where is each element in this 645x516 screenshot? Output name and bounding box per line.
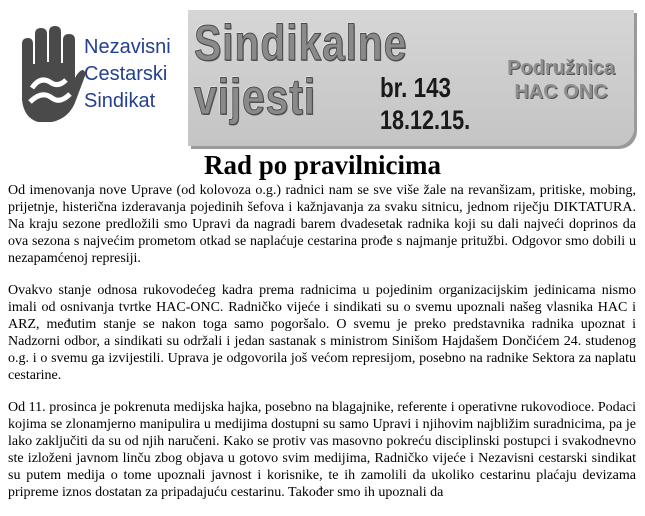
issue-number: br. 143 xyxy=(380,72,451,103)
article-paragraph-1: Od imenovanja nove Uprave (od kolovoza o.g.) radnici nam se sve više žale na revanšizam, pritiske, mobing, prijetnje, histerična izderavanja pojedinih šefova i kažnjavanja za svaku sitnicu, jednom riječju DIKTATURA. Na kraju sezone predložili smo Upravi da nagradi barem dvadesetak radnika koji su dali najveći doprinos da ova sezona s najvećim prometom otkad se naplaćuje cestarina prođe s najmanje pritužbi. Odgovor smo dobili u nezapamćenoj represiji. xyxy=(8,183,636,266)
article-title: Rad po pravilnicima xyxy=(203,150,442,180)
article-paragraph-2: Ovakvo stanje odnosa rukovodećeg kadra prema radnicima u pojedinim organizacijskim jedinicama nismo imali od osnivanja tvrtke HAC-ONC. Radničko vijeće i sindikati su o svemu upoznali našeg vlasnika HAC i ARZ, međutim stanje se nakon toga samo pogoršalo. O svemu je preko predstavnika radnika upoznat i Nadzorni odbor, a sindikati su održali i jedan sastanak s ministrom Sinišom Hajdašem Dončićem 24. studenog o.g. i o svemu ga izvijestili. Uprava je odgovorila još većom represijom, posebno na radnike Sektora za naplatu cestarine. xyxy=(8,283,636,383)
issue-date: 18.12.15. xyxy=(380,105,471,135)
issue-info xyxy=(380,74,470,134)
organization-name xyxy=(84,34,171,115)
newsletter-header xyxy=(0,0,645,150)
branch-line-1: Podružnica xyxy=(507,57,615,79)
newsletter-title-line-2: vijesti xyxy=(194,69,316,125)
org-name-line-1: Nezavisni xyxy=(84,36,171,58)
branch-line-2: HAC ONC xyxy=(514,81,608,103)
newsletter-banner xyxy=(188,10,634,146)
newsletter-title-line-1: Sindikalne xyxy=(194,15,408,71)
org-name-line-2: Cestarski xyxy=(84,63,168,85)
branch-label xyxy=(491,56,631,104)
hand-logo-icon xyxy=(14,26,86,124)
article-body xyxy=(8,182,636,516)
org-name-line-3: Sindikat xyxy=(84,90,156,112)
article-paragraph-3: Od 11. prosinca je pokrenuta medijska hajka, posebno na blagajnike, referente i operativne rukovodioce. Podaci kojima se zlonamjerno manipulira u medijima dostupni su samo Upravi i njihovim najbližim suradnicima, pa je lako zaključiti da su od njih naručeni. Kako se protiv vas masovno pokreću disciplinski postupci i svakodnevno ste izloženi javnom linču zbog objava u gotovo svim medijima, Radničko vijeće i Nezavisni cestarski sindikat su putem medija o tome upoznali javnost i korisnike, te ih zamolili da ukoliko cestarinu plaćaju devizama pripreme iznos dostatan za pripadajuću cestarinu. Također smo ih upoznali da xyxy=(8,400,636,500)
